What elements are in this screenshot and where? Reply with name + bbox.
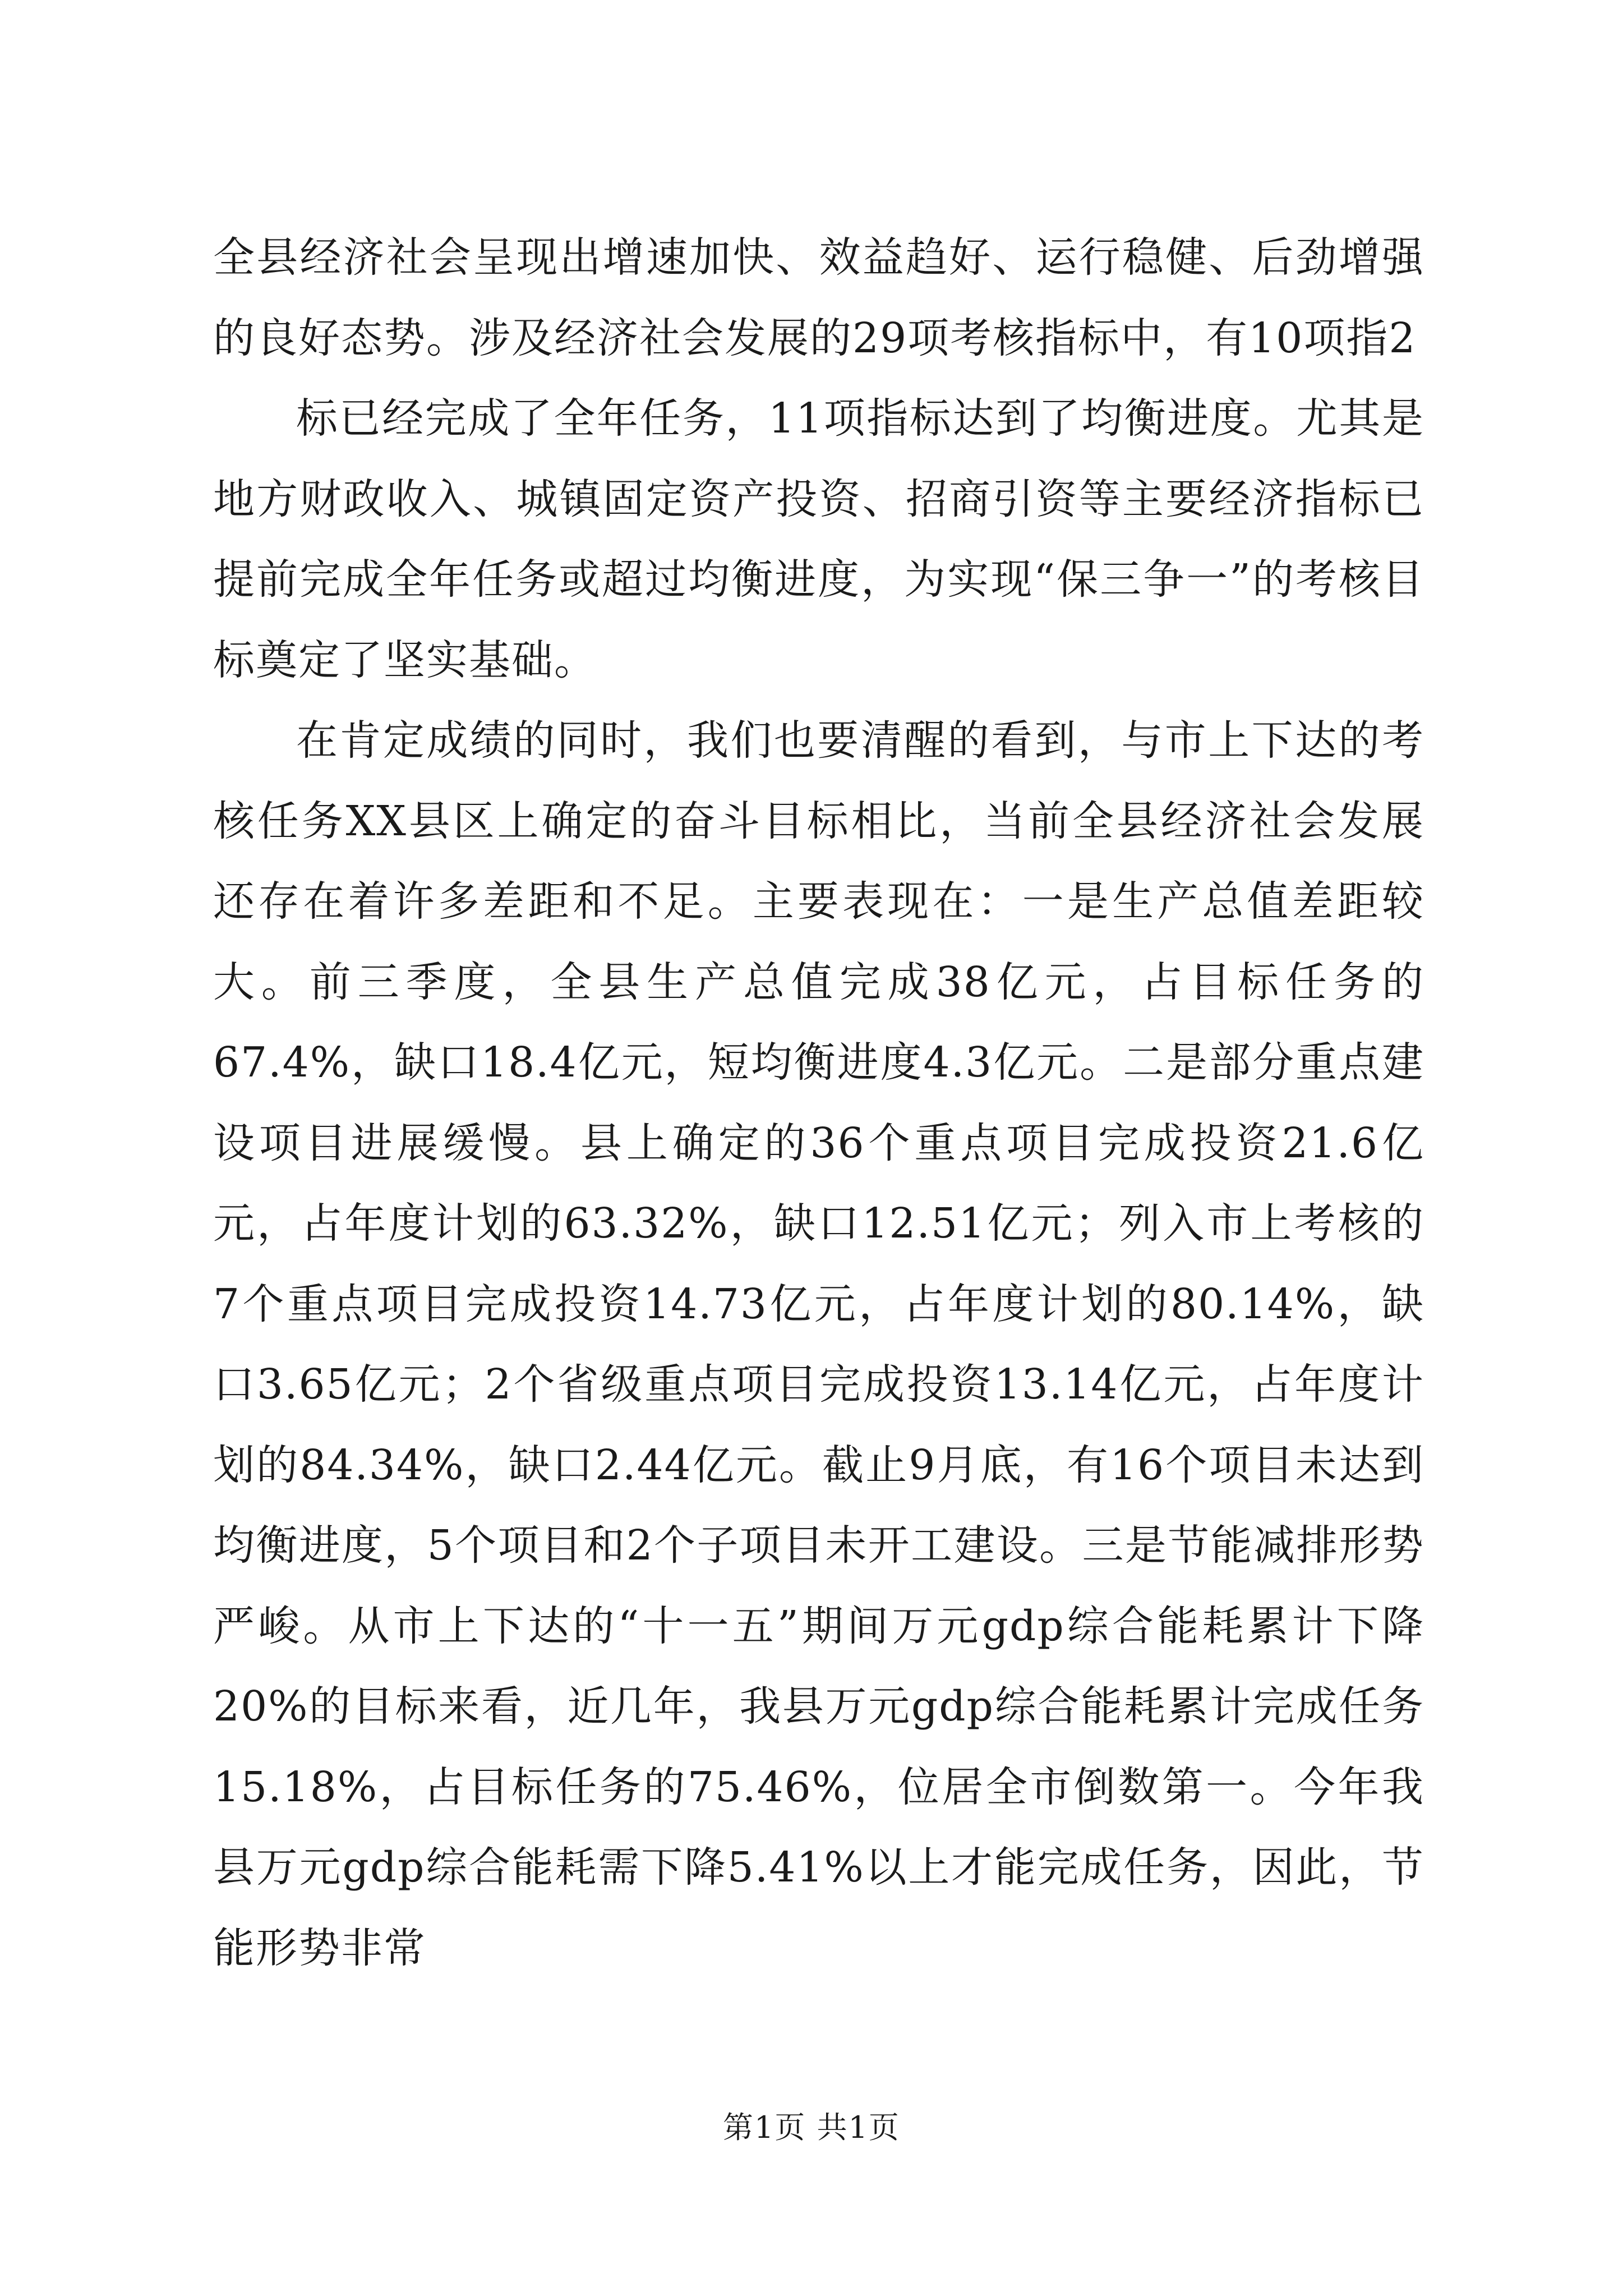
paragraph-3: 在肯定成绩的同时，我们也要清醒的看到，与市上下达的考核任务XX县区上确定的奋斗目标相比，当前全县经济社会发展还存在着许多差距和不足。主要表现在：一是生产总值差距较大。前三季度，全县生产总值完成38亿元，占目标任务的67.4%，缺口18.4亿元，短均衡进度4.3亿元。二是部分重点建设项目进展缓慢。县上确定的36个重点项目完成投资21.6亿元，占年度计划的63.32%，缺口12.51亿元；列入市上考核的7个重点项目完成投资14.73亿元，占年度计划的80.14%，缺口3.65亿元；2个省级重点项目完成投资13.14亿元，占年度计划的84.34%，缺口2.44亿元。截止9月底，有16个项目未达到均衡进度，5个项目和2个子项目未开工建设。三是节能减排形势严峻。从市上下达的“十一五”期间万元gdp综合能耗累计下降20%的目标来看，近几年，我县万元gdp综合能耗累计完成任务15.18%，占目标任务的75.46%，位居全市倒数第一。今年我县万元gdp综合能耗需下降5.41%以上才能完成任务，因此，节能形势非常 (213, 716, 1424, 1972)
paragraph-2: 标已经完成了全年任务，11项指标达到了均衡进度。尤其是地方财政收入、城镇固定资产投资、招商引资等主要经济指标已提前完成全年任务或超过均衡进度，为实现“保三争一”的考核目标奠定了坚实基础。 (213, 394, 1424, 684)
page-footer (0, 2104, 1623, 2147)
paragraph-1: 全县经济社会呈现出增速加快、效益趋好、运行稳健、后劲增强的良好态势。涉及经济社会发展的29项考核指标中，有10项指2 (213, 233, 1424, 362)
document-body (213, 218, 1424, 1989)
page-number-label: 第1页 共1页 (723, 2110, 900, 2145)
